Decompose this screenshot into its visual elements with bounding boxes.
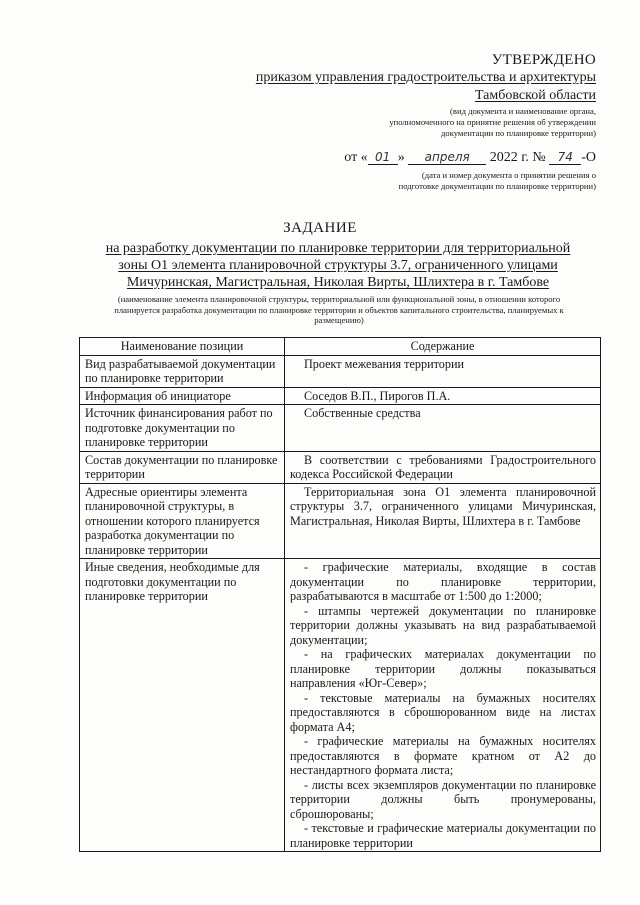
requisites-note-line-1: (дата и номер документа о принятии решения о xyxy=(421,170,596,180)
order-requisites xyxy=(344,150,596,166)
table-header-row xyxy=(80,338,601,356)
req-from-label: от « xyxy=(344,150,368,165)
list-item: - графические материалы на бумажных носителях предоставляются в формате кратном от А2 до нестандартного формата листа; xyxy=(290,734,596,777)
document-title: ЗАДАНИЕ xyxy=(283,220,357,236)
organ-note xyxy=(389,106,596,139)
list-item: - графические материалы, входящие в состав документации по планировке территории, разрабатываются в масштабе от 1:500 до 1:2000; xyxy=(290,560,596,603)
requisites-note-line-2: подготовке документации по планировке территории) xyxy=(398,181,596,191)
subject-note-line-3: размещению) xyxy=(314,315,364,325)
row-name: Адресные ориентиры элемента планировочной структуры, в отношении которого планируется разработка документации по планировке территории xyxy=(80,483,285,559)
organ-note-line-1: (вид документа и наименование органа, xyxy=(450,106,596,116)
list-item: - листы всех экземпляров документации по планировке территории должны быть пронумерованы, сброшюрованы; xyxy=(290,777,596,821)
document-subject xyxy=(76,240,600,291)
req-close-quote: » xyxy=(397,150,405,165)
row-name: Иные сведения, необходимые для подготовки документации по планировке территории xyxy=(80,559,285,852)
requisites-note xyxy=(399,170,596,192)
req-number-handwritten: 74 xyxy=(549,150,581,165)
table-row xyxy=(80,451,601,483)
subject-line-2: зоны О1 элемента планировочной структуры 3.7, ограниченного улицами xyxy=(118,258,558,273)
approving-order-line-1: приказом управления градостроительства и архитектуры xyxy=(255,70,596,85)
row-value-text: Собственные средства xyxy=(304,406,421,420)
table-row xyxy=(80,483,601,559)
column-header-position: Наименование позиции xyxy=(80,338,285,356)
req-day-handwritten: 01 xyxy=(368,150,398,165)
row-value xyxy=(285,559,601,852)
task-table xyxy=(79,337,601,852)
req-year: 2022 г. № xyxy=(489,150,546,165)
row-value xyxy=(285,355,601,387)
subject-line-3: Мичуринская, Магистральная, Николая Вирты, Шлихтера в г. Тамбове xyxy=(126,275,550,290)
row-value xyxy=(285,405,601,452)
subject-note xyxy=(84,294,594,326)
row-value xyxy=(285,483,601,559)
row-name: Информация об инициаторе xyxy=(80,387,285,405)
table-row xyxy=(80,387,601,405)
subject-note-line-2: планируется разработка документации по планировке территории и объектов капитального строительства, планируемых к xyxy=(114,304,564,315)
row-value xyxy=(285,387,601,405)
approval-stamp-title: УТВЕРЖДЕНО xyxy=(491,52,596,68)
row-value-text: Соседов В.П., Пирогов П.А. xyxy=(304,388,451,403)
req-month-handwritten: апреля xyxy=(408,150,486,165)
list-item: - на графических материалах документации по планировке территории должны показываться направления «Юг-Север»; xyxy=(290,647,596,690)
organ-note-line-2: уполномоченного на принятие решения об утверждении xyxy=(389,117,596,127)
list-item: - штампы чертежей документации по планировке территории должны указывать на вид разрабатываемой документации; xyxy=(290,603,596,647)
req-suffix: -О xyxy=(581,150,596,165)
list-item: - текстовые и графические материалы документации по планировке территории xyxy=(290,821,596,850)
table-row xyxy=(80,405,601,452)
row-value-text: Территориальная зона О1 элемента планировочной структуры 3.7, ограниченного улицами Мичуринская, Магистральная, Николая Вирты, Шлихтера в г. Тамбове xyxy=(290,484,596,528)
row-value-text: В соответствии с требованиями Градостроительного кодекса Российской Федерации xyxy=(290,452,596,481)
subject-line-1: на разработку документации по планировке территории для территориальной xyxy=(105,241,571,256)
approving-order-line-2: Тамбовской области xyxy=(474,88,596,103)
row-name: Источник финансирования работ по подготовке документации по планировке территории xyxy=(80,405,285,452)
column-header-content: Содержание xyxy=(285,338,601,356)
row-name: Состав документации по планировке территории xyxy=(80,451,285,483)
row-value-text: Проект межевания территории xyxy=(304,356,465,371)
table-row xyxy=(80,559,601,852)
organ-note-line-3: документации по планировке территории) xyxy=(441,128,596,138)
list-item: - текстовые материалы на бумажных носителях предоставляются в сброшюрованном виде на листах формата А4; xyxy=(290,690,596,734)
subject-note-line-1: (наименование элемента планировочной структуры, территориальной или функциональной зоны, в отношении которого xyxy=(117,294,561,304)
row-value xyxy=(285,451,601,483)
row-name: Вид разрабатываемой документации по планировке территории xyxy=(80,355,285,387)
table-row xyxy=(80,355,601,387)
